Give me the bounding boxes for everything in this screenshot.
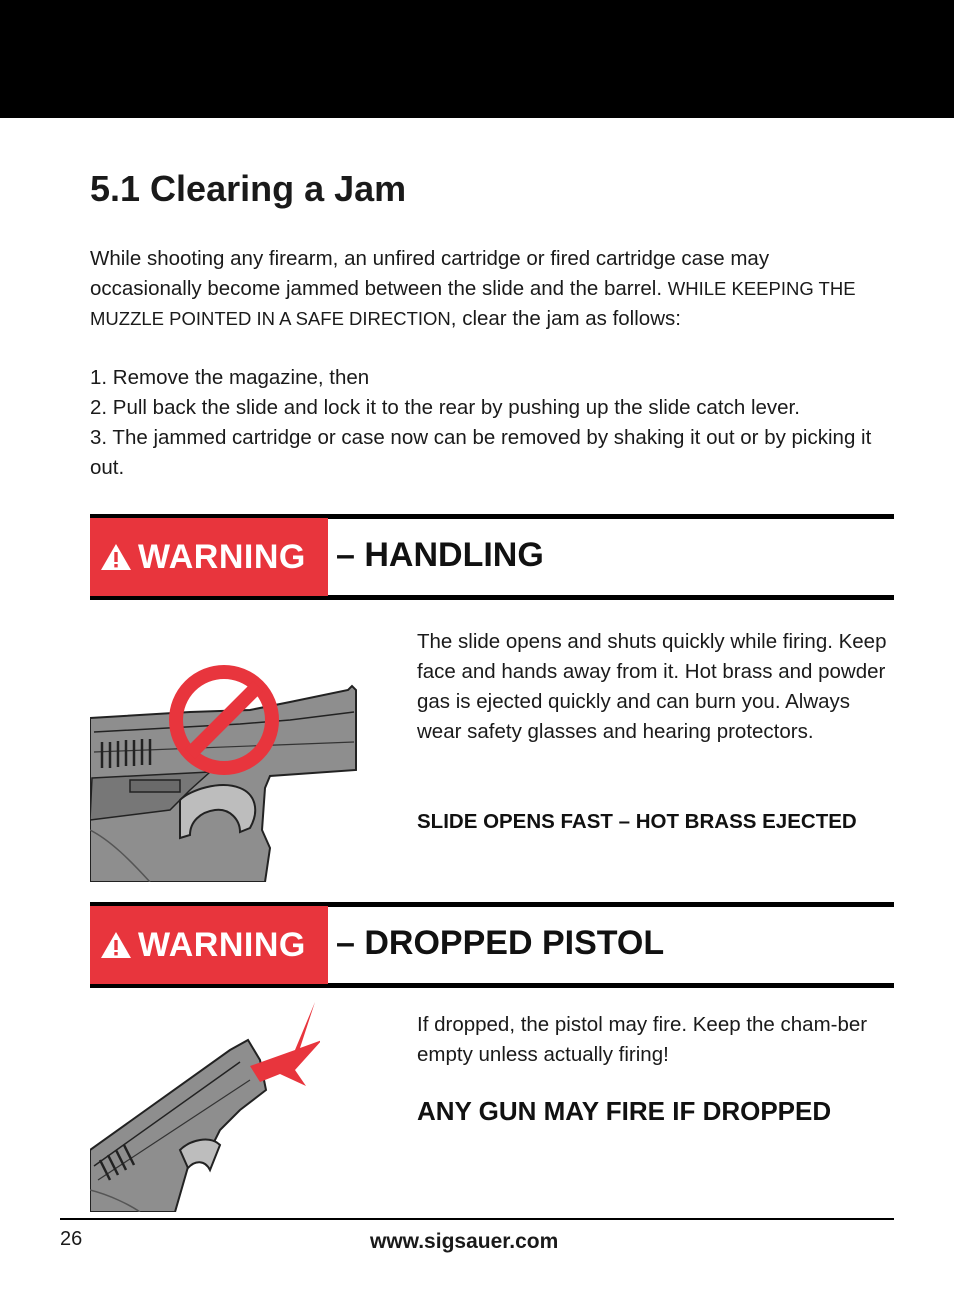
intro-text: While shooting any firearm, an unfired cartridge or fired cartridge case may occasionally become jammed between the slide and the barrel. xyxy=(90,247,770,300)
warning-text: The slide opens and shuts quickly while firing. Keep face and hands away from it. Hot brass and powder gas is ejected quickly and can burn you. Always wear safety glasses and hearing protectors. xyxy=(417,630,887,743)
warning-text: If dropped, the pistol may fire. Keep the cham-ber empty unless actually firing! xyxy=(417,1013,868,1066)
warning-triangle-icon xyxy=(100,543,132,571)
warning-label: WARNING xyxy=(138,925,306,964)
warning-label-box xyxy=(90,518,328,596)
top-black-bar xyxy=(0,0,954,118)
warning-topic: – DROPPED PISTOL xyxy=(336,924,665,962)
footer-url-link[interactable]: www.sigsauer.com xyxy=(370,1230,559,1253)
step-item: 2. Pull back the slide and lock it to the rear by pushing up the slide catch lever. xyxy=(90,396,800,419)
muzzle-flash-icon xyxy=(250,1002,320,1086)
warning-header-dropped-pistol xyxy=(90,902,894,988)
step-item: 3. The jammed cartridge or case now can be removed by shaking it out or by picking it out. xyxy=(90,426,872,479)
warning-emphasis: ANY GUN MAY FIRE IF DROPPED xyxy=(417,1096,832,1126)
warning-triangle-icon xyxy=(100,931,132,959)
intro-caps-text: WHILE KEEPING THE MUZZLE POINTED IN A SAFE DIRECTION xyxy=(90,278,856,329)
footer-divider xyxy=(60,1218,894,1220)
warning-emphasis: SLIDE OPENS FAST – HOT BRASS EJECTED xyxy=(417,810,857,833)
warning-topic: – HANDLING xyxy=(336,536,544,574)
page-number: 26 xyxy=(60,1228,83,1250)
section-title: 5.1 Clearing a Jam xyxy=(90,168,407,209)
step-item: 1. Remove the magazine, then xyxy=(90,366,370,389)
intro-end-text: , clear the jam as follows: xyxy=(450,307,681,330)
steps-list xyxy=(90,363,880,483)
pistol-slide-illustration xyxy=(90,660,358,882)
dropped-pistol-illustration xyxy=(90,1000,320,1212)
intro-paragraph xyxy=(90,244,880,334)
warning-label-box xyxy=(90,906,328,984)
warning-label: WARNING xyxy=(138,537,306,576)
warning-header-handling xyxy=(90,514,894,600)
